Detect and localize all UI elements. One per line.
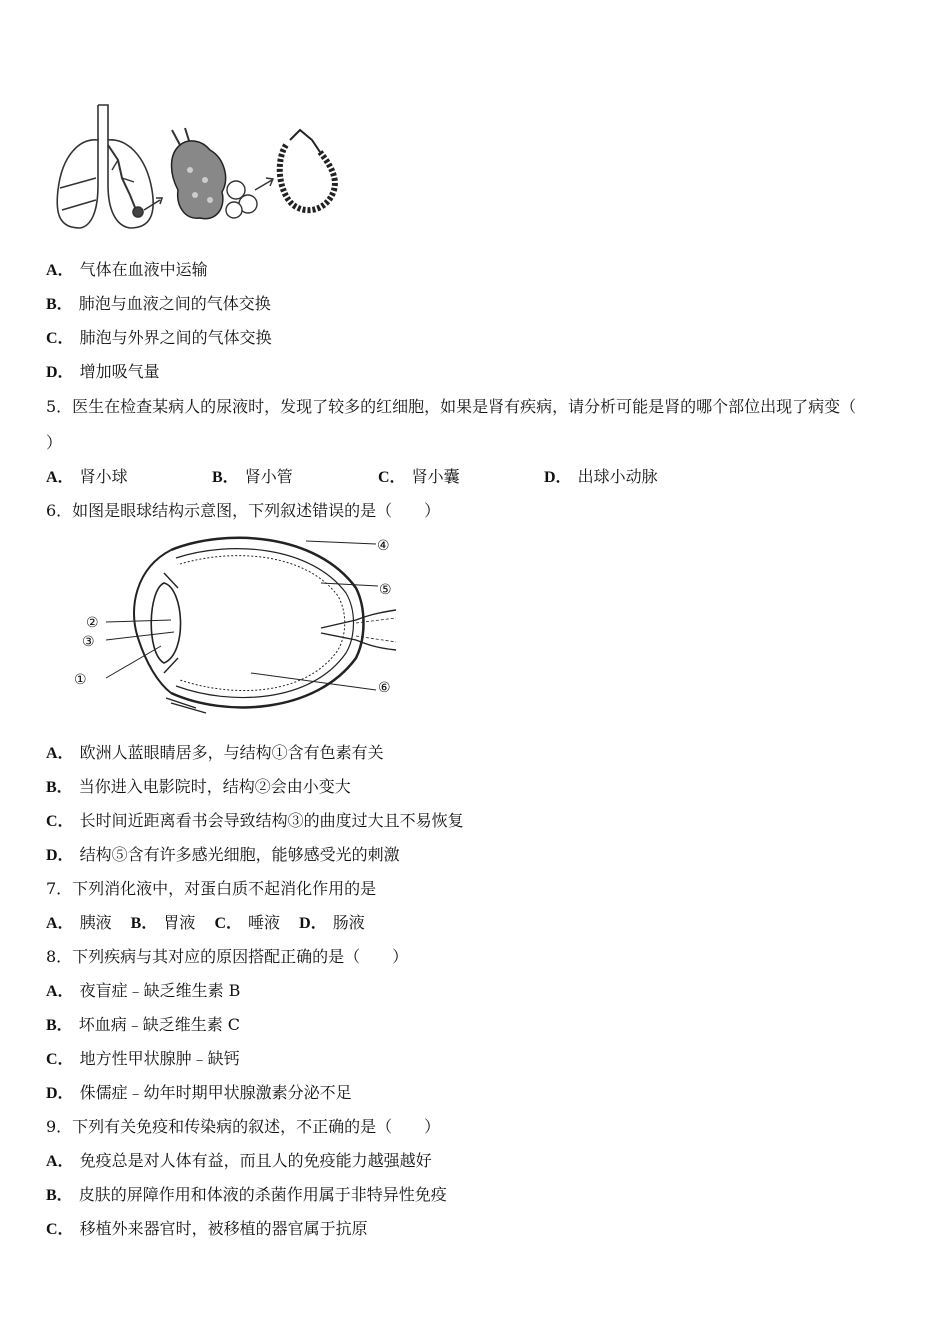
q8-option-a bbox=[46, 981, 240, 1002]
option-letter: C． bbox=[46, 1051, 74, 1068]
option-text: 坏血病﹣缺乏维生素 C bbox=[78, 1015, 241, 1034]
option-letter: D． bbox=[46, 1085, 74, 1102]
q5-option-c bbox=[378, 467, 544, 488]
option-letter: D． bbox=[46, 364, 74, 381]
option-text: 出球小动脉 bbox=[577, 467, 658, 486]
option-text: 夜盲症﹣缺乏维生素 B bbox=[79, 981, 241, 1000]
option-text: 肾小管 bbox=[244, 467, 293, 486]
label-4: ④ bbox=[377, 538, 390, 554]
q6-option-b bbox=[46, 777, 351, 798]
label-3: ③ bbox=[82, 634, 95, 650]
option-text: 肺泡与血液之间的气体交换 bbox=[78, 294, 271, 313]
label-2: ② bbox=[86, 615, 99, 631]
q5-stem-line1: 5．医生在检查某病人的尿液时，发现了较多的红细胞，如果是肾有疾病，请分析可能是肾的哪个部位出现了病变（ bbox=[46, 397, 857, 416]
option-letter: B． bbox=[46, 296, 73, 313]
q5-option-a bbox=[46, 467, 212, 488]
q7-option-c bbox=[214, 913, 280, 932]
q8-option-b bbox=[46, 1015, 240, 1036]
label-1: ① bbox=[74, 672, 87, 688]
q7-option-b bbox=[131, 913, 196, 932]
alveoli-cluster-icon bbox=[172, 128, 274, 219]
option-letter: B． bbox=[46, 1187, 73, 1204]
q4-option-a bbox=[46, 260, 208, 281]
option-letter: C． bbox=[214, 915, 243, 932]
option-letter: A． bbox=[46, 983, 74, 1000]
q8-stem: 8．下列疾病与其对应的原因搭配正确的是（ ） bbox=[46, 947, 409, 966]
option-letter: A． bbox=[46, 469, 74, 486]
q7-stem: 7．下列消化液中，对蛋白质不起消化作用的是 bbox=[46, 879, 377, 898]
q5-option-b bbox=[212, 467, 378, 488]
option-text: 欧洲人蓝眼睛居多，与结构①含有色素有关 bbox=[79, 743, 384, 762]
option-text: 唾液 bbox=[248, 913, 281, 932]
q9-stem: 9．下列有关免疫和传染病的叙述，不正确的是（ ） bbox=[46, 1117, 441, 1136]
q5-options-row bbox=[46, 467, 658, 488]
q6-option-d bbox=[46, 845, 400, 866]
option-letter: B． bbox=[130, 915, 158, 932]
option-text: 当你进入电影院时，结构②会由小变大 bbox=[78, 777, 351, 796]
label-5: ⑤ bbox=[379, 582, 392, 598]
option-letter: B． bbox=[212, 469, 239, 486]
option-text: 侏儒症﹣幼年时期甲状腺激素分泌不足 bbox=[79, 1083, 352, 1102]
option-letter: C． bbox=[46, 1221, 74, 1238]
option-letter: A． bbox=[46, 1153, 74, 1170]
option-letter: C． bbox=[46, 330, 74, 347]
label-6: ⑥ bbox=[378, 680, 391, 696]
option-letter: C． bbox=[46, 813, 74, 830]
option-text: 结构⑤含有许多感光细胞，能够感受光的刺激 bbox=[79, 845, 400, 864]
q9-option-a bbox=[46, 1151, 432, 1172]
option-letter: A． bbox=[46, 915, 74, 932]
option-letter: A． bbox=[46, 262, 74, 279]
option-letter: D． bbox=[544, 469, 572, 486]
option-letter: A． bbox=[46, 745, 74, 762]
q6-option-c bbox=[46, 811, 464, 832]
q8-option-d bbox=[46, 1083, 352, 1104]
option-text: 免疫总是对人体有益，而且人的免疫能力越强越好 bbox=[79, 1151, 432, 1170]
alveolus-icon bbox=[280, 130, 335, 210]
option-text: 气体在血液中运输 bbox=[79, 260, 208, 279]
option-text: 皮肤的屏障作用和体液的杀菌作用属于非特异性免疫 bbox=[78, 1185, 447, 1204]
q5-option-d bbox=[544, 467, 658, 488]
q4-option-d bbox=[46, 362, 160, 383]
option-text: 移植外来器官时，被移植的器官属于抗原 bbox=[79, 1219, 368, 1238]
option-text: 肾小囊 bbox=[411, 467, 460, 486]
q7-option-d bbox=[299, 913, 365, 932]
option-text: 地方性甲状腺肿﹣缺钙 bbox=[79, 1049, 240, 1068]
option-letter: C． bbox=[378, 469, 406, 486]
eyeball-diagram bbox=[66, 528, 416, 720]
q4-option-c bbox=[46, 328, 272, 349]
q5-stem-line2: ） bbox=[46, 433, 63, 452]
option-text: 增加吸气量 bbox=[79, 362, 160, 381]
lung-alveoli-figure bbox=[50, 100, 350, 235]
q7-options-row bbox=[46, 913, 365, 934]
option-text: 肾小球 bbox=[79, 467, 128, 486]
q6-option-a bbox=[46, 743, 384, 764]
q4-option-b bbox=[46, 294, 271, 315]
option-letter: D． bbox=[299, 915, 327, 932]
q9-option-c bbox=[46, 1219, 368, 1240]
q8-option-c bbox=[46, 1049, 240, 1070]
option-text: 肺泡与外界之间的气体交换 bbox=[79, 328, 272, 347]
lungs-icon bbox=[57, 105, 162, 228]
q9-option-b bbox=[46, 1185, 447, 1206]
option-text: 胰液 bbox=[79, 913, 112, 932]
option-text: 胃液 bbox=[163, 913, 196, 932]
option-letter: B． bbox=[46, 779, 73, 796]
option-text: 肠液 bbox=[332, 913, 365, 932]
option-letter: B． bbox=[46, 1017, 73, 1034]
q6-stem: 6．如图是眼球结构示意图，下列叙述错误的是（ ） bbox=[46, 501, 441, 520]
q7-option-a bbox=[46, 913, 112, 932]
option-text: 长时间近距离看书会导致结构③的曲度过大且不易恢复 bbox=[79, 811, 464, 830]
option-letter: D． bbox=[46, 847, 74, 864]
